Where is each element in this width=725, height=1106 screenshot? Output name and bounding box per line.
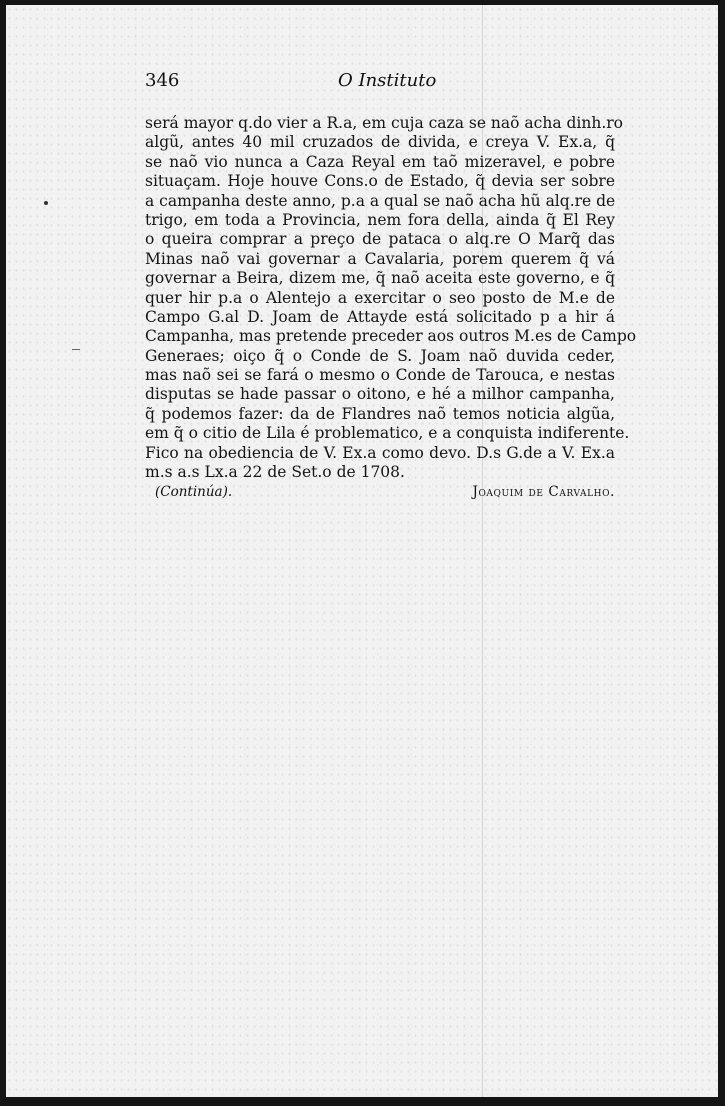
text-line: o queira comprar a preço de pataca o alq.re O Marq̃ das [145,230,615,249]
text-line: algũ, antes 40 mil cruzados de divida, e creya V. Ex.a, q̃ [145,133,615,152]
page-number: 346 [145,70,180,91]
text-line: quer hir p.a o Alentejo a exercitar o seo posto de M.e de [145,288,615,307]
text-line: situaçam. Hoje houve Cons.o de Estado, q̃ devia ser sobre [145,172,615,191]
continuation-note: (Continúa). [155,484,233,500]
text-line: Campo G.al D. Joam de Attayde está solicitado p a hir á [145,307,615,326]
text-line: q̃ podemos fazer: da de Flandres naõ temos noticia algũa, [145,404,615,423]
text-line: governar a Beira, dizem me, q̃ naõ aceita este governo, e q̃ [145,269,615,288]
text-line: trigo, em toda a Provincia, nem fora della, ainda q̃ El Rey [145,210,615,229]
text-line: Generaes; oiço q̃ o Conde de S. Joam naõ duvida ceder, [145,346,615,365]
text-line-last: m.s a.s Lx.a 22 de Set.o de 1708. [145,463,405,482]
text-line: em q̃ o citio de Lila é problematico, e a conquista indiferente. [145,424,630,443]
sign-off [145,484,615,506]
text-line: Campanha, mas pretende preceder aos outros M.es de Campo [145,327,637,346]
scan-border-right [718,0,725,1106]
author-signature: Joaquim de Carvalho. [472,484,615,500]
text-line: Minas naõ vai governar a Cavalaria, porem querem q̃ vá [145,249,615,268]
running-title: O Instituto [338,70,437,91]
running-head [145,70,625,94]
text-line: será mayor q.do vier a R.a, em cuja caza se naõ acha dinh.ro [145,114,623,132]
margin-ink-dot [44,201,48,205]
letter-body [145,114,637,482]
text-line: disputas se hade passar o oitono, e hé a milhor campanha, [145,385,615,404]
text-line: mas naõ sei se fará o mesmo o Conde de Tarouca, e nestas [145,366,615,385]
text-line: Fico na obediencia de V. Ex.a como devo. D.s G.de a V. Ex.a [145,443,615,462]
text-line: a campanha deste anno, p.a a qual se naõ acha hũ alq.re de [145,191,616,210]
margin-ink-dash [72,349,80,350]
scan-border-bottom [0,1097,725,1106]
text-line: se naõ vio nunca a Caza Reyal em taõ mizeravel, e pobre [145,152,615,171]
